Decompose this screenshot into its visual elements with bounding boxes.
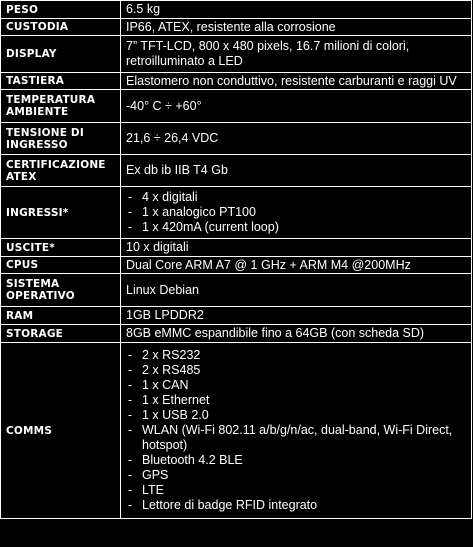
row-value (121, 343, 472, 519)
label-line: ATEX (6, 170, 37, 183)
list-item: - LTE (126, 483, 471, 498)
row-label: DISPLAY (1, 36, 121, 73)
table-row (1, 187, 472, 239)
item-list (126, 190, 471, 235)
list-item: - 1 x Ethernet (126, 393, 471, 408)
list-item: - 1 x USB 2.0 (126, 408, 471, 423)
table-row (1, 325, 472, 343)
row-value: Elastomero non conduttivo, resistente carburanti e raggi UV (121, 73, 472, 90)
row-label: CUSTODIA (1, 19, 121, 36)
table-row (1, 123, 472, 155)
row-label: USCITE* (1, 239, 121, 257)
table-row (1, 239, 472, 257)
label-line: OPERATIVO (6, 290, 75, 302)
row-label: TASTIERA (1, 73, 121, 90)
list-item: - WLAN (Wi-Fi 802.11 a/b/g/n/ac, dual-band, Wi-Fi Direct, hotspot) (126, 423, 471, 453)
row-value: Dual Core ARM A7 @ 1 GHz + ARM M4 @200MHz (121, 257, 472, 274)
row-value: 6.5 kg (121, 1, 472, 19)
row-label (1, 155, 121, 187)
row-value: 1GB LPDDR2 (121, 307, 472, 325)
row-label (1, 274, 121, 307)
label-line: TENSIONE DI (6, 126, 84, 139)
row-value: Linux Debian (121, 274, 472, 307)
row-value (121, 36, 472, 73)
table-row (1, 274, 472, 307)
label-line: AMBIENTE (6, 106, 69, 118)
label-line: SISTEMA (6, 278, 60, 290)
table-row (1, 19, 472, 36)
list-item: - 4 x digitali (126, 190, 471, 205)
list-item: - 1 x analogico PT100 (126, 205, 471, 220)
table-row (1, 155, 472, 187)
value-line: 7” TFT-LCD, 800 x 480 pixels, 16.7 milioni di colori, (126, 39, 410, 53)
list-item: - 2 x RS485 (126, 363, 471, 378)
row-label: PESO (1, 1, 121, 19)
label-line: INGRESSO (6, 138, 68, 151)
row-label (1, 90, 121, 123)
table-row (1, 73, 472, 90)
row-value: 21,6 ÷ 26,4 VDC (121, 123, 472, 155)
list-item: - 2 x RS232 (126, 348, 471, 363)
table-row (1, 307, 472, 325)
row-value: Ex db ib IIB T4 Gb (121, 155, 472, 187)
table-row (1, 90, 472, 123)
item-list (126, 348, 471, 513)
row-value: IP66, ATEX, resistente alla corrosione (121, 19, 472, 36)
row-value: 10 x digitali (121, 239, 472, 257)
table-row (1, 343, 472, 519)
list-item: - 1 x CAN (126, 378, 471, 393)
row-label: COMMS (1, 343, 121, 519)
table-row (1, 1, 472, 19)
row-label: RAM (1, 307, 121, 325)
row-label: CPUS (1, 257, 121, 274)
list-item: - Bluetooth 4.2 BLE (126, 453, 471, 468)
row-value (121, 187, 472, 239)
value-line: retroilluminato a LED (126, 54, 243, 68)
list-item: - 1 x 420mA (current loop) (126, 220, 471, 235)
row-label: INGRESSI* (1, 187, 121, 239)
list-item: - GPS (126, 468, 471, 483)
label-line: TEMPERATURA (6, 94, 96, 106)
row-value: 8GB eMMC espandibile fino a 64GB (con scheda SD) (121, 325, 472, 343)
list-item: - Lettore di badge RFID integrato (126, 498, 471, 513)
table-row (1, 36, 472, 73)
label-line: CERTIFICAZIONE (6, 158, 106, 171)
row-label: STORAGE (1, 325, 121, 343)
row-value: -40° C ÷ +60° (121, 90, 472, 123)
table-row (1, 257, 472, 274)
row-label (1, 123, 121, 155)
